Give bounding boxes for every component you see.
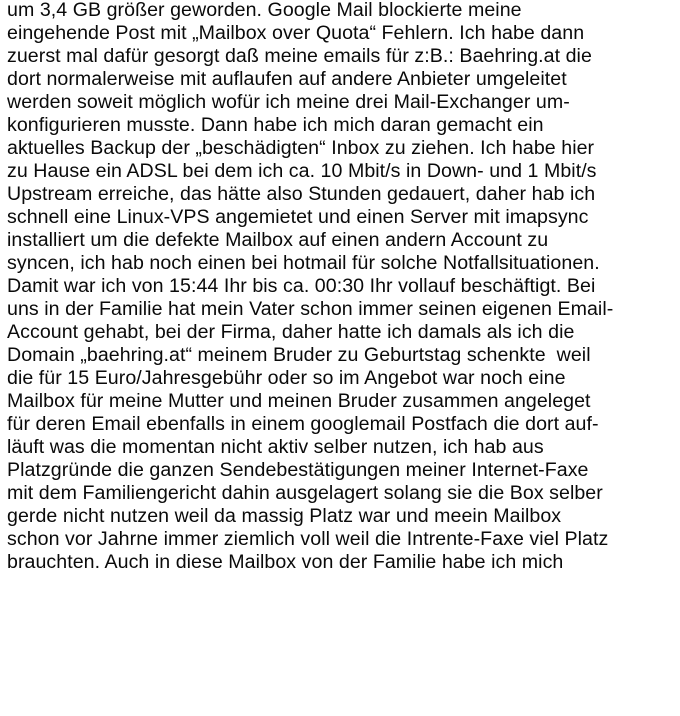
text-line-21: Platzgründe die ganzen Sendebestätigungen meiner Internet-Faxe <box>7 459 589 481</box>
text-line-12: syncen, ich hab noch einen bei hotmail für solche Notfallsituationen. <box>7 252 600 274</box>
text-line-18: Mailbox für meine Mutter und meinen Bruder zusammen angeleget <box>7 390 591 412</box>
text-line-19: für deren Email ebenfalls in einem googlemail Postfach die dort auf- <box>7 413 599 435</box>
text-line-5: werden soweit möglich wofür ich meine drei Mail-Exchanger um- <box>7 91 570 113</box>
text-line-16: Domain „baehring.at“ meinem Bruder zu Geburtstag schenkte weil <box>7 344 591 366</box>
text-line-1: um 3,4 GB größer geworden. Google Mail blockierte meine <box>7 0 522 21</box>
text-line-20: läuft was die momentan nicht aktiv selber nutzen, ich hab aus <box>7 436 544 458</box>
text-line-11: installiert um die defekte Mailbox auf einen andern Account zu <box>7 229 549 251</box>
text-line-8: zu Hause ein ADSL bei dem ich ca. 10 Mbit/s in Down- und 1 Mbit/s <box>7 160 597 182</box>
text-line-3: zuerst mal dafür gesorgt daß meine emails für z:B.: Baehring.at die <box>7 45 592 67</box>
text-line-6: konfigurieren musste. Dann habe ich mich daran gemacht ein <box>7 114 544 136</box>
text-line-4: dort normalerweise mit auflaufen auf andere Anbieter umgeleitet <box>7 68 567 90</box>
text-line-14: uns in der Familie hat mein Vater schon immer seinen eigenen Email- <box>7 298 614 320</box>
text-line-22: mit dem Familiengericht dahin ausgelagert solang sie die Box selber <box>7 482 603 504</box>
text-line-13: Damit war ich von 15:44 Ihr bis ca. 00:30 Ihr vollauf beschäftigt. Bei <box>7 275 596 297</box>
text-line-24: schon vor Jahrne immer ziemlich voll weil die Intrente-Faxe viel Platz <box>7 528 609 550</box>
text-line-23: gerde nicht nutzen weil da massig Platz war und meein Mailbox <box>7 505 562 527</box>
document-body <box>7 0 679 575</box>
text-line-15: Account gehabt, bei der Firma, daher hatte ich damals als ich die <box>7 321 575 343</box>
text-line-2: eingehende Post mit „Mailbox over Quota“ Fehlern. Ich habe dann <box>7 22 585 44</box>
text-line-17: die für 15 Euro/Jahresgebühr oder so im Angebot war noch eine <box>7 367 566 389</box>
text-line-7: aktuelles Backup der „beschädigten“ Inbox zu ziehen. Ich habe hier <box>7 137 595 159</box>
text-line-25: brauchten. Auch in diese Mailbox von der Familie habe ich mich <box>7 551 564 573</box>
text-line-10: schnell eine Linux-VPS angemietet und einen Server mit imapsync <box>7 206 589 228</box>
text-line-9: Upstream erreiche, das hätte also Stunden gedauert, daher hab ich <box>7 183 596 205</box>
